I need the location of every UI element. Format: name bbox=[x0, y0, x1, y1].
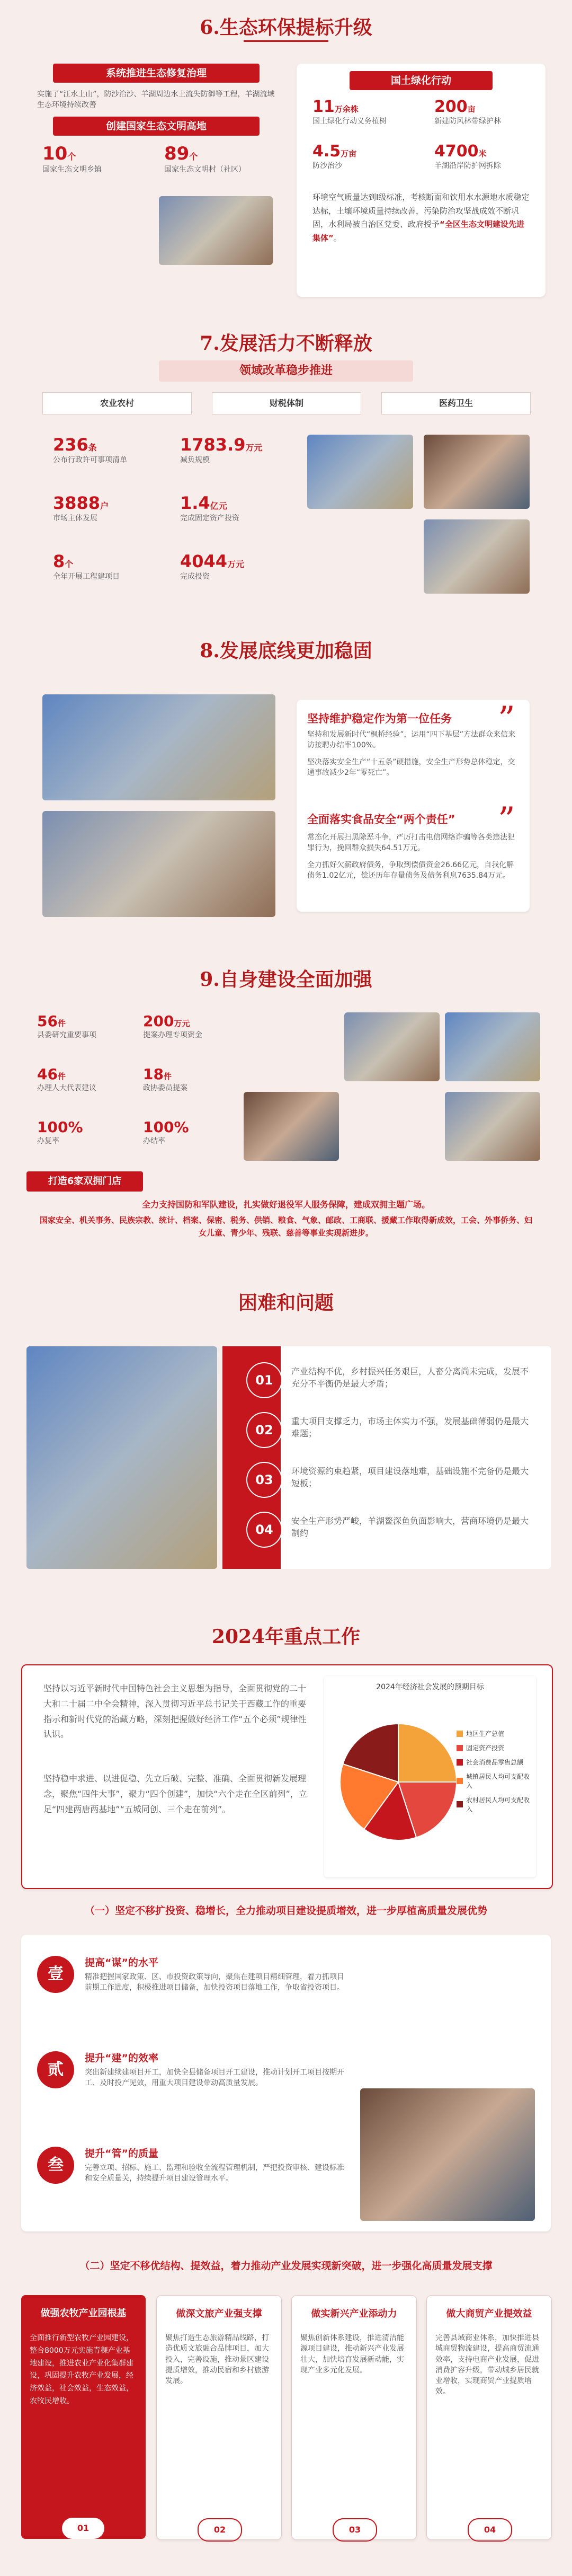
chart-card bbox=[324, 1676, 536, 1877]
legend-swatch-5 bbox=[457, 1801, 463, 1807]
p1-photo-1 bbox=[360, 1945, 535, 2078]
p1-item-text-3: 完善立项、招标、施工、监理和验收全流程管理机制，严把投资审核、建设标准和安全质量关，持续提升项目建设管理水平。 bbox=[85, 2164, 344, 2183]
difficulties-panel bbox=[222, 1346, 551, 1569]
eco-right-stat-1: 11万余株 国土绿化行动义务植树 bbox=[312, 98, 387, 126]
p1-badge-3: 叁 bbox=[37, 2147, 74, 2184]
eco-right-stat-4: 4700米 羊湖沿岸防护网拆除 bbox=[434, 142, 501, 170]
legend-label-3: 社会消费品零售总额 bbox=[466, 1759, 524, 1766]
section-8-title: 8.发展底线更加稳固 bbox=[200, 640, 372, 662]
difficulty-num-3: 03 bbox=[246, 1462, 282, 1498]
tab-finance[interactable]: 财税体制 bbox=[212, 392, 361, 414]
legend-swatch-4 bbox=[457, 1778, 463, 1784]
y2024-paragraph-1: 坚持以习近平新时代中国特色社会主义思想为指导，全面贯彻党的二十大和二十届二中全会精神，深入贯彻习近平总书记关于西藏工作的重要指示和新时代党的治藏方略，深刻把握做好经济工作“五个必须”规律性认识。 bbox=[43, 1683, 307, 1740]
legend-swatch-2 bbox=[457, 1745, 463, 1751]
reform-photo-1 bbox=[307, 435, 413, 509]
section-9-title: 9.自身建设全面加强 bbox=[200, 968, 372, 991]
stability-item-1: 坚持和发展新时代“枫桥经验”，运用“四下基层”方法群众来信来访接聘办结率100%。 bbox=[307, 730, 516, 750]
stability-photo-2 bbox=[42, 811, 275, 917]
legend-label-4: 城镇居民人均可支配收入 bbox=[466, 1773, 530, 1789]
chart-legend bbox=[457, 1729, 531, 1819]
tab-agriculture[interactable]: 农业农村 bbox=[42, 392, 192, 414]
legend-swatch-3 bbox=[457, 1759, 463, 1766]
p2-card-2: 做深文旅产业强支撑 聚焦打造生态旅游精品线路，打造优质文旅融合品牌项目，加大投入，完善设施，推动景区建设提质增效，推动民宿和乡村旅游发展。 02 bbox=[156, 2295, 282, 2540]
eco-right-panel bbox=[297, 64, 546, 297]
legend-item-2 bbox=[457, 1743, 531, 1752]
p2-card-3: 做实新兴产业添动力 聚焦创新体系建设，推进清洁能源项目建设，推动新兴产业发展壮大，加快培育发展新动能，实现产业多元化发展。 03 bbox=[291, 2295, 417, 2540]
quote-mark-1: ” bbox=[498, 700, 515, 739]
eco-stat-1: 10个 国家生态文明乡镇 bbox=[42, 143, 102, 174]
legend-swatch-1 bbox=[457, 1731, 463, 1737]
reform-photo-3 bbox=[307, 519, 413, 594]
difficulty-text-3: 环境资源约束趋紧，项目建设落地难，基础设施不完备仍是最大短板； bbox=[291, 1466, 529, 1489]
difficulties-photo bbox=[26, 1346, 217, 1569]
eco-right-stat-2: 200亩 新建防风林带绿护林 bbox=[434, 98, 501, 126]
reform-subtitle: 领域改革稳步推进 bbox=[159, 360, 413, 382]
section-7-title: 7.发展活力不断释放 bbox=[200, 332, 372, 355]
stability-photo-1 bbox=[42, 694, 275, 800]
selfbuild-red-line-2: 国家安全、机关事务、民族宗教、统计、档案、保密、税务、供销、粮食、气象、邮政、工商联、援藏工作取得新成效，工会、外事侨务、妇女儿童、青少年、残联、慈善等事业实现新进步。 bbox=[39, 1215, 532, 1238]
p1-badge-2: 贰 bbox=[37, 2051, 74, 2088]
eco-left-text1: 实施了“江水上山”，防沙治沙、羊湖周边水土流失防御等工程，羊湖流域生态环境持续改善 bbox=[37, 90, 275, 110]
p2-card-4: 做大商贸产业提效益 完善县域商业体系，加快推进县城商贸物流建设，提高商贸流通效率，支持电商产业发展，促进消费扩容升级，带动城乡居民就业增收，实现商贸产业提质增效。 04 bbox=[426, 2295, 552, 2540]
stability-item-2: 坚决落实安全生产“十五条”硬措施，安全生产形势总体稳定，交通事故减少2年“零死亡”。 bbox=[307, 758, 515, 778]
y2024-panel bbox=[21, 1664, 553, 1889]
legend-label-2: 固定资产投资 bbox=[466, 1744, 505, 1752]
eco-left-panel bbox=[32, 64, 281, 292]
reform-photo-4 bbox=[424, 519, 530, 594]
p2-title: （二）坚定不移优结构、提效益，着力推动产业发展实现新突破，进一步强化高质量发展支撑 bbox=[79, 2260, 493, 2272]
legend-label-1: 地区生产总值 bbox=[466, 1730, 505, 1737]
selfbuild-photo-3 bbox=[445, 1012, 540, 1081]
reform-stats: 236条 公布行政许可事项清单 1783.9万元 减负规模 3888户 市场主体发展 1.4亿元 完成固定资产投资 8个 全年开展工程建项目 4044万元 完成投资 bbox=[53, 435, 263, 581]
chart-title: 2024年经济社会发展的预期目标 bbox=[376, 1683, 484, 1691]
difficulty-text-2: 重大项目支撑乏力，市场主体实力不强，发展基础薄弱仍是最大难题； bbox=[291, 1416, 529, 1439]
difficulty-num-4: 04 bbox=[246, 1512, 282, 1548]
legend-item-5 bbox=[457, 1795, 531, 1813]
p1-item-title-3: 提升“管”的质量 bbox=[85, 2148, 158, 2159]
p2-card-1: 做强农牧产业园根基 全面推行新型农牧产业园建设，整合8000万元实施青稞产业基地建设，推进农业产业化集群建设，巩固提升农牧产业发展，经济效益，社会效益，生态效益，农牧民增收。 01 bbox=[21, 2295, 146, 2539]
eco-left-title2: 创建国家生态文明高地 bbox=[53, 117, 260, 136]
tab-medical[interactable]: 医药卫生 bbox=[381, 392, 531, 414]
quote-mark-2: ” bbox=[498, 800, 515, 840]
stability-item-4: 全力抓好欠薪政府债务，争取到偿债资金26.66亿元，自我化解债务1.02亿元，偿还历年存量债务及债务利息7635.84万元。 bbox=[307, 861, 514, 880]
reform-tabs bbox=[42, 392, 530, 413]
difficulty-text-4: 安全生产形势严峻，羊湖鳌深鱼负面影响大，营商环境仍是最大制约 bbox=[291, 1516, 529, 1539]
eco-photo-1 bbox=[37, 196, 151, 265]
p1-item-text-1: 精准把握国家政策、区、市投资政策导向，聚焦在建项目精细管理，着力抓项目前期工作进度，积极推进项目储备，加快投资项目落地工作，争取省投资项目。 bbox=[85, 1973, 344, 1992]
eco-photo-2 bbox=[159, 196, 273, 265]
legend-item-1 bbox=[457, 1729, 531, 1738]
p1-title: （一）坚定不移扩投资、稳增长，全力推动项目建设提质增效，进一步厚植高质量发展优势 bbox=[84, 1905, 487, 1917]
selfbuild-photo-4 bbox=[244, 1092, 339, 1161]
p2-cards bbox=[21, 2295, 551, 2560]
selfbuild-photo-2 bbox=[344, 1012, 440, 1081]
selfbuild-red-line-1: 全力支持国防和军队建设，扎实做好退役军人服务保障，建成双拥主题广场。 bbox=[141, 1199, 430, 1210]
p1-panel bbox=[21, 1935, 551, 2231]
selfbuild-stats: 56件 县委研究重要事项 200万元 提案办理专项资金 46件 办理人大代表建议 18件 政协委员提案 100% 办复率 100% 办结率 bbox=[37, 1012, 202, 1145]
y2024-paragraph-2: 坚持稳中求进、以进促稳、先立后破、完整、准确、全面贯彻新发展理念，聚焦“四件大事”，聚力“四个创建”，加快“六个走在全区前列”，立足“四建两唐两基地”“五城同创、三个走在前列”。 bbox=[43, 1774, 307, 1814]
legend-item-4 bbox=[457, 1772, 531, 1790]
eco-stat-2: 89个 国家生态文明村（社区） bbox=[164, 143, 246, 174]
title-underline bbox=[244, 40, 328, 42]
stability-heading-1: 坚持维护稳定作为第一位任务 bbox=[307, 712, 452, 725]
p1-photo-2 bbox=[360, 2088, 535, 2221]
selfbuild-photo-5 bbox=[344, 1092, 440, 1161]
difficulty-num-2: 02 bbox=[246, 1412, 282, 1448]
difficulty-num-1: 01 bbox=[246, 1362, 282, 1398]
p2-card-num-1: 01 bbox=[62, 2518, 104, 2539]
difficulties-title: 困难和问题 bbox=[238, 1292, 334, 1314]
p1-item-title-2: 提升“建”的效率 bbox=[85, 2052, 158, 2064]
eco-left-title1: 系统推进生态修复治理 bbox=[53, 64, 260, 83]
badge-double-support: 打造6家双拥门店 bbox=[26, 1171, 143, 1192]
eco-right-text: 环境空气质量达到Ⅰ级标准，考核断面和饮用水水源地水质稳定达标，土壤环境质量持续改善，污染防治攻坚战成效不断巩固，水利局被自治区党委、政府授予“全区生态文明建设先进集体”。 bbox=[312, 192, 530, 243]
selfbuild-photo-1 bbox=[244, 1012, 339, 1081]
p2-card-num-4: 04 bbox=[468, 2518, 512, 2542]
stability-item-3: 常态化开展扫黑除恶斗争，严厉打击电信网络诈骗等各类违法犯罪行为，挽回群众损失64.51万元。 bbox=[307, 833, 515, 853]
difficulty-text-1: 产业结构不优，乡村振兴任务艰巨，人畜分离尚未完成，发展不充分不平衡仍是最大矛盾； bbox=[291, 1366, 529, 1389]
y2024-title: 2024年重点工作 bbox=[211, 1626, 361, 1648]
stability-panel bbox=[297, 700, 530, 912]
p1-item-title-1: 提高“谋”的水平 bbox=[85, 1957, 158, 1969]
p1-badge-1: 壹 bbox=[37, 1956, 74, 1993]
stability-heading-2: 全面落实食品安全“两个责任” bbox=[307, 813, 455, 826]
p2-card-num-2: 02 bbox=[198, 2518, 242, 2542]
legend-item-3 bbox=[457, 1758, 531, 1767]
pie-chart bbox=[335, 1697, 472, 1867]
pie-slice-1 bbox=[398, 1724, 457, 1782]
selfbuild-photo-6 bbox=[445, 1092, 540, 1161]
eco-right-title: 国土绿化行动 bbox=[350, 71, 493, 90]
legend-label-5: 农村居民人均可支配收入 bbox=[466, 1796, 530, 1813]
section-6-title: 6.生态环保提标升级 bbox=[200, 16, 372, 39]
reform-photo-2 bbox=[424, 435, 530, 509]
eco-right-stat-3: 4.5万亩 防沙治沙 bbox=[312, 142, 357, 170]
p2-card-num-3: 03 bbox=[333, 2518, 377, 2542]
p1-item-text-2: 突出新建续建项目开工，加快全县储备项目开工建设，推动计划开工项目按期开工、及时投产见效，用重大项目建设带动高质量发展。 bbox=[85, 2068, 344, 2088]
